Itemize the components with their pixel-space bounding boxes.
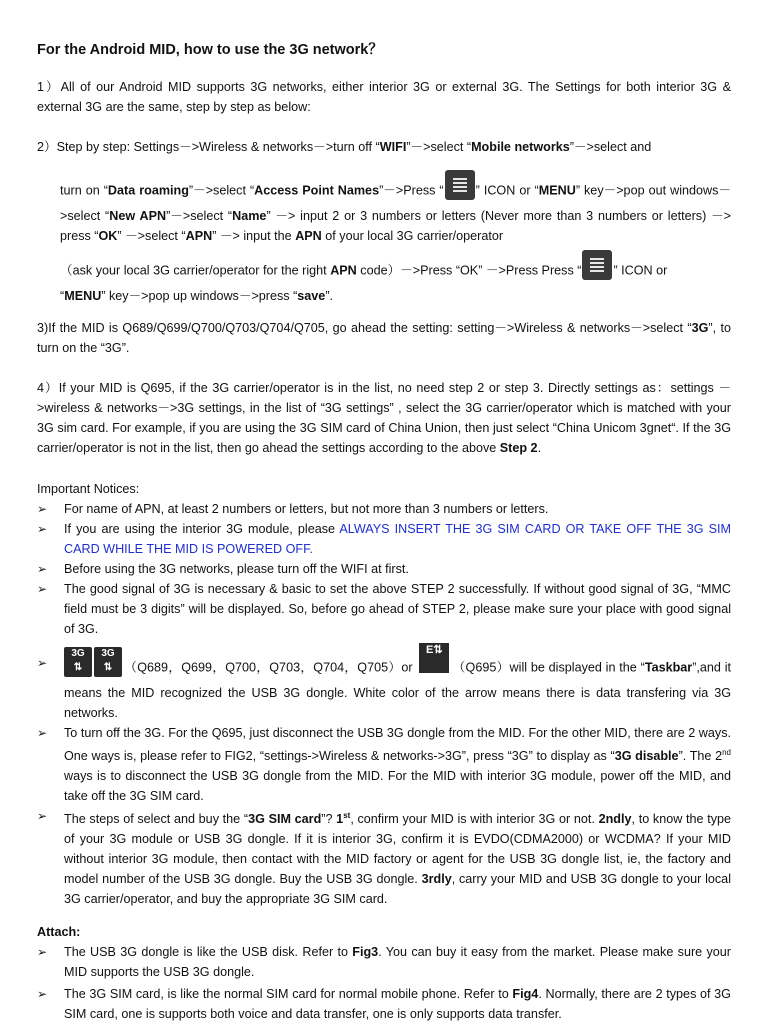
menu-icon — [445, 170, 475, 200]
notices-list — [37, 499, 731, 909]
list-item: ➢ Before using the 3G networks, please turn off the WIFI at first. — [37, 559, 731, 579]
list-item: ➢ The steps of select and buy the “3G SIM card”? 1st, confirm your MID is with interior 3G or not. 2ndly, to know the type of your 3G module or USB 3G dongle. If it is interior 3G, confirm it is EVDO(CDMA2000) or WCDMA? If your MID without interior 3G module, then contact with the MID factory or agent for the USB 3G dongle list, ie, the factory and model number of the USB 3G dongle. Buy the USB 3G dongle. 3rdly, carry your MID and USB 3G dongle to your local 3G carrier/operator, and buy the appropriate 3G SIM card. — [37, 806, 731, 909]
list-item: ➢ The USB 3G dongle is like the USB disk. Refer to Fig3. You can buy it easy from the market. Please make sure your MID supports the USB 3G dongle. — [37, 942, 731, 982]
list-item: ➢ The 3G SIM card, is like the normal SIM card for normal mobile phone. Refer to Fig4. Normally, there are 2 types of 3G SIM card, one is supports both voice and data transfer, one is only supports data transfer. — [37, 984, 731, 1024]
paragraph-4: 4）If your MID is Q695, if the 3G carrier/operator is in the list, no need step 2 or step 3. Directly settings as：settings －>wireless & networks－>3G settings, in the list of “3G settings” , select the 3G carrier/operator which is matched with your 3G sim card. For example, if you are using the 3G SIM card of China Union, then just select “China Unicom 3gnet“. If the 3G carrier/operator is not in the list, then go ahead the settings according to the above Step 2. — [37, 381, 731, 455]
3g-signal-icon: ➢ 3G ⇅ — [64, 647, 92, 677]
list-item: ➢ The good signal of 3G is necessary & basic to set the above STEP 2 successfully. If without good signal of 3G, “MMC field must be 3 digits” will be displayed. So, before go ahead of STEP 2, please make sure your place with good signal of 3G. — [37, 579, 731, 639]
list-item: ➢ For name of APN, at least 2 numbers or letters, but not more than 3 numbers or letters. — [37, 499, 731, 519]
menu-icon — [582, 250, 612, 280]
page-title: For the Android MID, how to use the 3G network？ — [37, 42, 383, 58]
paragraph-1: 1）All of our Android MID supports 3G networks, either interior 3G or external 3G. The Settings for both interior 3G & external 3G are the same, step by step as below: — [37, 80, 731, 114]
list-item: ➢ If you are using the interior 3G module, please ALWAYS INSERT THE 3G SIM CARD OR TAKE OFF THE 3G SIM CARD WHILE THE MID IS POWERED OFF. — [37, 519, 731, 559]
paragraph-2-cont: turn on “Data roaming”－>select “Access Point Names”－>Press “ ” ICON or “MENU” key－>pop out windows－>select “New APN”－>select “Name” －> input 2 or 3 numbers or letters (Never more than 3 numbers or letters) －> press “OK” －>select “APN” －> input the APN of your local 3G carrier/operator — [37, 176, 731, 246]
attach-heading: Attach: — [37, 925, 81, 939]
paragraph-2: 2）Step by step: Settings－>Wireless & networks－>turn off “WIFI”－>select “Mobile networks”－>select and — [37, 140, 652, 154]
paragraph-2-cont2: （ask your local 3G carrier/operator for the right APN code）－>Press “OK” －>Press Press “ ” ICON or “MENU” key－>pop up windows－>press “save”. — [37, 256, 731, 306]
3g-data-icon: 3G ⇅ — [94, 647, 122, 677]
attach-list — [37, 942, 731, 1024]
edge-data-icon: E⇅ — [419, 643, 449, 673]
list-item: ➢ To turn off the 3G. For the Q695, just disconnect the USB 3G dongle from the MID. For the other MID, there are 2 ways. One ways is, please refer to FIG2, “settings->Wireless & networks->3G”, press “3G” to display as “3G disable”. The 2nd ways is to disconnect the USB 3G dongle from the MID. For the MID with interior 3G module, power off the MID, and take off the 3G SIM card. — [37, 723, 731, 806]
paragraph-3: 3)If the MID is Q689/Q699/Q700/Q703/Q704/Q705, go ahead the setting: setting－>Wireless & networks－>select “3G”, to turn on the “3G”. — [37, 321, 731, 355]
notices-heading: Important Notices: — [37, 482, 140, 496]
list-item: ➢ 3G ⇅ 3G ⇅ （Q689，Q699，Q700，Q703，Q704，Q705）or E⇅（Q695）will be displayed in the “Taskbar”,and it means the MID recognized the USB 3G dongle. White color of the arrow means there is data transfering via 3G networks. — [37, 653, 731, 723]
